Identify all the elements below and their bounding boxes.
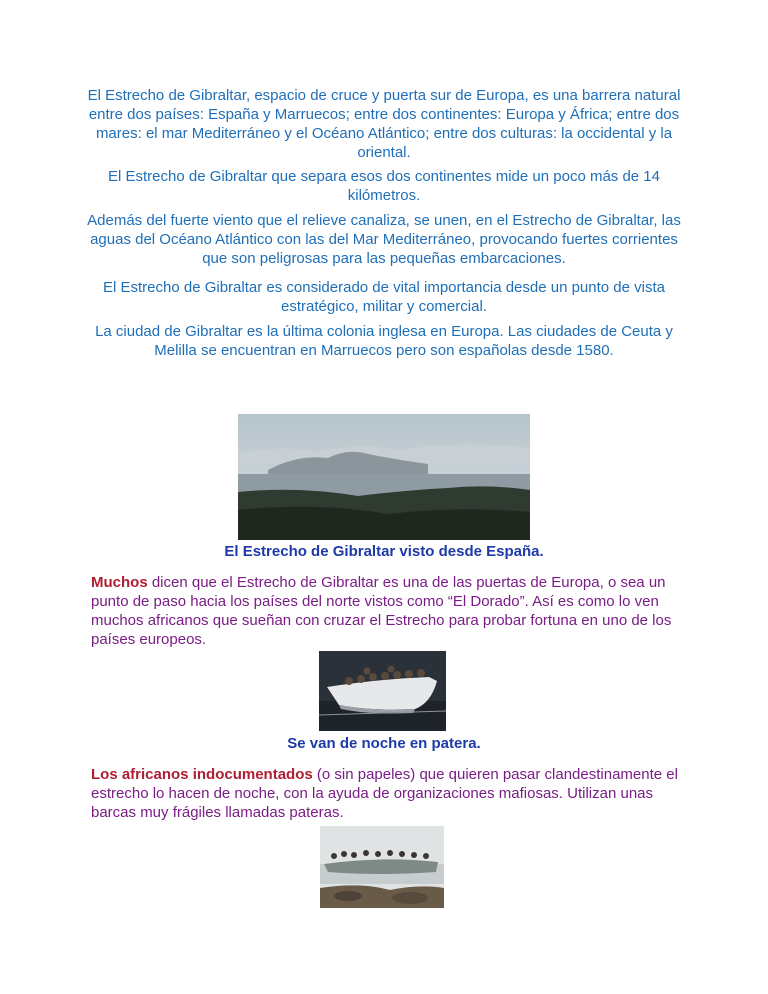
strait-landscape-photo [238, 414, 530, 540]
photo-caption-patera: Se van de noche en patera. [287, 735, 481, 752]
paragraph-strait-width: El Estrecho de Gibraltar que separa esos dos continentes mide un poco más de 14 kilómetros. [108, 168, 660, 204]
paragraph-undocumented-text: (o sin papeles) que quieren pasar clandestinamente el estrecho lo hacen de noche, con la ayuda de organizaciones mafiosas. Utilizan unas barcas muy frágiles llamadas pateras. [91, 766, 678, 821]
photo-caption-strait: El Estrecho de Gibraltar visto desde España. [224, 543, 544, 560]
paragraph-strait-intro: El Estrecho de Gibraltar, espacio de cruce y puerta sur de Europa, es una barrera natural entre dos países: España y Marruecos; entre dos continentes: Europa y África; entre dos mares: el mar Mediterráneo y el Océano Atlántico; entre dos culturas: la occidental y la oriental. [87, 87, 681, 161]
paragraph-colonies: La ciudad de Gibraltar es la última colonia inglesa en Europa. Las ciudades de Ceuta y Melilla se encuentran en Marruecos pero son españolas desde 1580. [95, 323, 673, 359]
paragraph-el-dorado-text: dicen que el Estrecho de Gibraltar es una de las puertas de Europa, o sea un punto de paso hacia los países del norte vistos como “El Dorado”. Así es como lo ven muchos africanos que sueñan con cruzar el Estrecho para probar fortuna en uno de los países europeos. [91, 574, 672, 648]
paragraph-undocumented [91, 765, 691, 822]
paragraph-importance: El Estrecho de Gibraltar es considerado de vital importancia desde un punto de vista estratégico, militar y comercial. [103, 279, 665, 315]
lead-muchos: Muchos [91, 574, 148, 591]
lead-africanos: Los africanos indocumentados [91, 766, 313, 783]
patera-boat-photo [319, 651, 446, 731]
crowded-boat-photo [320, 826, 444, 908]
paragraph-currents: Además del fuerte viento que el relieve canaliza, se unen, en el Estrecho de Gibraltar, las aguas del Océano Atlántico con las del Mar Mediterráneo, provocando fuertes corrientes que son peligrosas para las pequeñas embarcaciones. [87, 212, 681, 267]
paragraph-el-dorado [91, 573, 691, 649]
